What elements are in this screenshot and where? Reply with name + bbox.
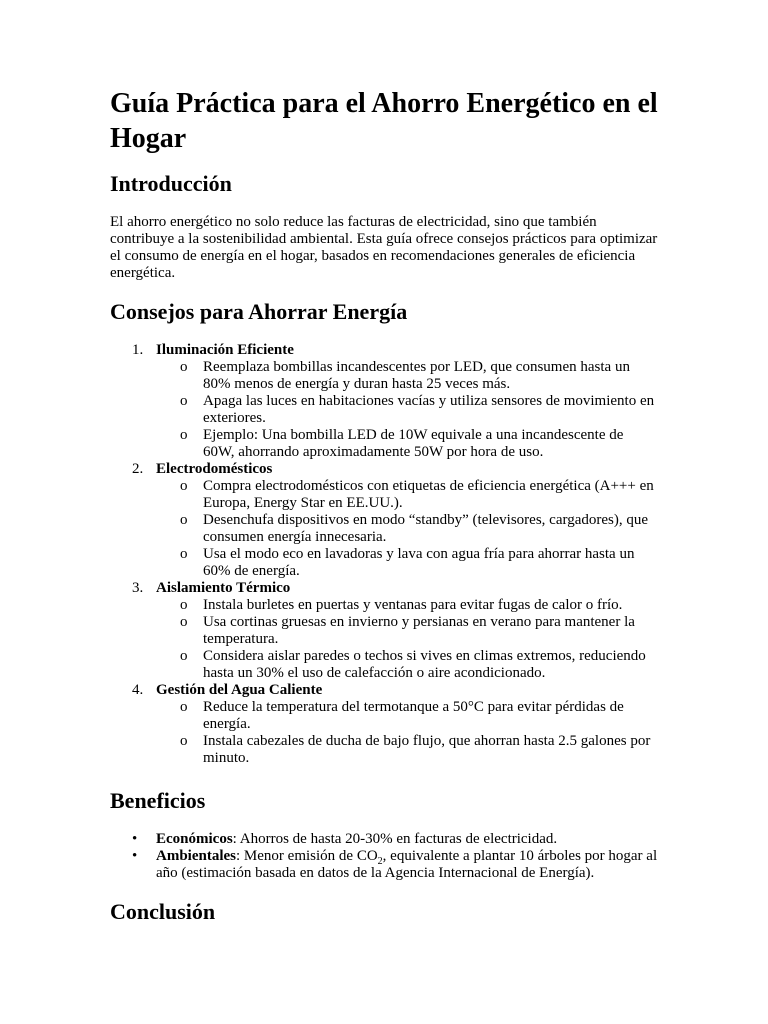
tip-number: 1. <box>132 342 144 358</box>
circle-bullet-icon: o <box>180 648 188 664</box>
tip-item-text: Considera aislar paredes o techos si vives en climas extremos, reduciendo hasta un 30% el uso de calefacción o aire acondicionado. <box>203 648 646 681</box>
document-page <box>110 86 658 942</box>
circle-bullet-icon: o <box>180 614 188 630</box>
tip-number: 3. <box>132 580 144 596</box>
tip-item-text: Reduce la temperatura del termotanque a 50°C para evitar pérdidas de energía. <box>203 699 624 732</box>
intro-paragraph: El ahorro energético no solo reduce las facturas de electricidad, sino que también contribuye a la sostenibilidad ambiental. Esta guía ofrece consejos prácticos para optimizar el consumo de energía en el hogar, basados en recomendaciones generales de eficiencia energética. <box>110 214 658 281</box>
circle-bullet-icon: o <box>180 512 188 528</box>
tip-item <box>156 427 658 461</box>
circle-bullet-icon: o <box>180 699 188 715</box>
tip-number: 2. <box>132 461 144 477</box>
page-title: Guía Práctica para el Ahorro Energético en el Hogar <box>110 88 658 154</box>
benefits-list <box>110 831 658 882</box>
tip-item <box>156 512 658 546</box>
tip-item <box>156 648 658 682</box>
tip-item <box>156 614 658 648</box>
circle-bullet-icon: o <box>180 597 188 613</box>
circle-bullet-icon: o <box>180 733 188 749</box>
tip-item-text: Desenchufa dispositivos en modo “standby” (televisores, cargadores), que consumen energía innecesaria. <box>203 512 649 545</box>
tip-item <box>156 733 658 767</box>
benefit-label: Económicos <box>156 831 233 847</box>
tip-items <box>156 478 658 580</box>
tip-item-text: Reemplaza bombillas incandescentes por LED, que consumen hasta un 80% menos de energía y duran hasta 25 veces más. <box>203 359 630 392</box>
tip-item <box>156 359 658 393</box>
bullet-icon: • <box>132 848 138 864</box>
tip-category <box>110 580 658 682</box>
circle-bullet-icon: o <box>180 546 188 562</box>
tip-item-text: Instala cabezales de ducha de bajo flujo, que ahorran hasta 2.5 galones por minuto. <box>203 733 651 766</box>
tip-item-text: Usa cortinas gruesas en invierno y persianas en verano para mantener la temperatura. <box>203 614 635 647</box>
benefit-text-before: : Menor emisión de CO <box>236 848 378 864</box>
tip-category-name: Aislamiento Térmico <box>156 580 291 596</box>
benefit-text: : Ahorros de hasta 20-30% en facturas de electricidad. <box>232 831 558 847</box>
bullet-icon: • <box>132 831 138 847</box>
benefit-item-economic <box>110 831 658 848</box>
intro-heading: Introducción <box>110 171 232 196</box>
conclusion-heading: Conclusión <box>110 899 216 924</box>
tip-item-text: Apaga las luces en habitaciones vacías y utiliza sensores de movimiento en exteriores. <box>203 393 655 426</box>
benefit-item-environmental <box>110 848 658 882</box>
tip-category <box>110 682 658 767</box>
tip-category-name: Electrodomésticos <box>156 461 273 477</box>
tip-category <box>110 461 658 580</box>
circle-bullet-icon: o <box>180 393 188 409</box>
tip-category-name: Gestión del Agua Caliente <box>156 682 323 698</box>
tips-list <box>110 342 658 767</box>
tip-items <box>156 699 658 767</box>
tip-items <box>156 597 658 682</box>
circle-bullet-icon: o <box>180 478 188 494</box>
tip-item <box>156 546 658 580</box>
co2-subscript: 2 <box>377 856 383 867</box>
tip-item-text: Compra electrodomésticos con etiquetas de eficiencia energética (A+++ en Europa, Energy Star en EE.UU.). <box>203 478 654 511</box>
circle-bullet-icon: o <box>180 427 188 443</box>
benefit-text-after: , equivalente a plantar 10 árboles por hogar al año (estimación basada en datos de la Agencia Internacional de Energía). <box>156 848 658 881</box>
tips-heading: Consejos para Ahorrar Energía <box>110 299 408 324</box>
tip-category-name: Iluminación Eficiente <box>156 342 294 358</box>
circle-bullet-icon: o <box>180 359 188 375</box>
tip-item <box>156 699 658 733</box>
tip-item <box>156 393 658 427</box>
tip-category <box>110 342 658 461</box>
tip-item <box>156 597 658 614</box>
benefit-label: Ambientales <box>156 848 236 864</box>
tip-number: 4. <box>132 682 144 698</box>
benefits-heading: Beneficios <box>110 788 206 813</box>
tip-item-text: Ejemplo: Una bombilla LED de 10W equivale a una incandescente de 60W, ahorrando aproximadamente 50W por hora de uso. <box>203 427 624 460</box>
tip-item-text: Usa el modo eco en lavadoras y lava con agua fría para ahorrar hasta un 60% de energía. <box>203 546 635 579</box>
tip-items <box>156 359 658 461</box>
tip-item <box>156 478 658 512</box>
tip-item-text: Instala burletes en puertas y ventanas para evitar fugas de calor o frío. <box>203 597 623 613</box>
